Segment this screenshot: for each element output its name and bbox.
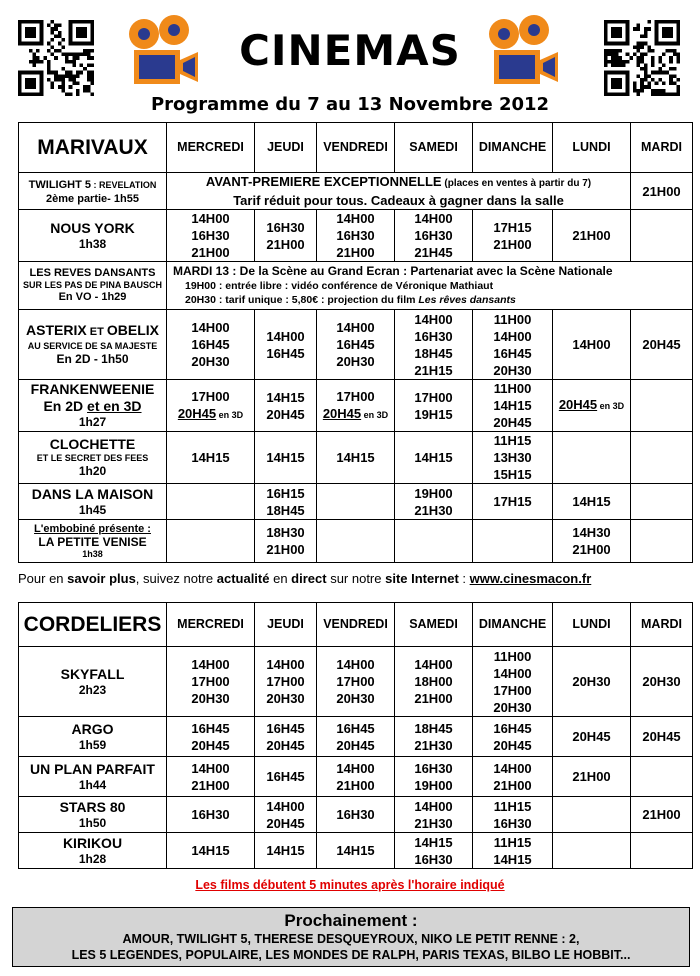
showtimes: 14H15 xyxy=(553,484,631,520)
table-row xyxy=(19,717,693,757)
table-row xyxy=(19,380,693,432)
showtimes: 14H00 18H00 21H00 xyxy=(395,647,473,717)
film-cell-kirikou: KIRIKOU 1h28 xyxy=(19,833,167,869)
showtimes: 11H00 14H15 20H45 xyxy=(473,380,553,432)
film-cell-asterix: ASTERIX ET OBELIX AU SERVICE DE SA MAJESTE En 2D - 1h50 xyxy=(19,310,167,380)
showtimes: 17H00 20H45 en 3D xyxy=(167,380,255,432)
showtimes: 21H00 xyxy=(631,797,693,833)
showtimes: 14H00 21H30 xyxy=(395,797,473,833)
showtimes-empty xyxy=(631,833,693,869)
day-header: LUNDI xyxy=(553,603,631,647)
table-row xyxy=(19,757,693,797)
showtimes: 14H30 21H00 xyxy=(553,520,631,563)
day-header: MERCREDI xyxy=(167,603,255,647)
table-row xyxy=(19,432,693,484)
programme-dates: Programme du 7 au 13 Novembre 2012 xyxy=(150,94,550,115)
cordeliers-schedule-table xyxy=(18,602,693,869)
showtimes: 20H45 en 3D xyxy=(553,380,631,432)
day-header: VENDREDI xyxy=(317,123,395,173)
showtimes: 14H15 xyxy=(167,432,255,484)
film-cell-frankenweenie: FRANKENWEENIE En 2D et en 3D 1h27 xyxy=(19,380,167,432)
showtimes: 16H45 20H45 xyxy=(255,717,317,757)
showtimes: 14H00 16H30 21H45 xyxy=(395,210,473,262)
day-header: LUNDI xyxy=(553,123,631,173)
showtimes: 17H00 20H45 en 3D xyxy=(317,380,395,432)
showtimes-empty xyxy=(553,797,631,833)
marivaux-schedule-table xyxy=(18,122,693,563)
film-cell-clochette: CLOCHETTE ET LE SECRET DES FEES 1h20 xyxy=(19,432,167,484)
showtimes: 16H45 20H45 xyxy=(317,717,395,757)
showtimes: 16H45 xyxy=(255,757,317,797)
showtimes-empty xyxy=(631,380,693,432)
showtimes: 14H15 xyxy=(395,432,473,484)
showtimes: 16H30 xyxy=(167,797,255,833)
movie-camera-icon-right xyxy=(482,10,564,92)
start-time-notice: Les films débutent 5 minutes après l'horaire indiqué xyxy=(195,878,505,892)
showtimes: 20H45 xyxy=(553,717,631,757)
film-cell-dans-la-maison: DANS LA MAISON 1h45 xyxy=(19,484,167,520)
film-cell-petite-venise: L'embobiné présente : LA PETITE VENISE 1h38 xyxy=(19,520,167,563)
film-cell-skyfall: SKYFALL 2h23 xyxy=(19,647,167,717)
table-row xyxy=(19,210,693,262)
showtimes: 16H30 21H00 xyxy=(255,210,317,262)
table-row xyxy=(19,262,693,310)
showtimes: 11H15 14H15 xyxy=(473,833,553,869)
showtimes: 16H30 19H00 xyxy=(395,757,473,797)
showtimes-empty xyxy=(631,432,693,484)
showtimes-empty xyxy=(631,210,693,262)
showtimes: 20H45 xyxy=(631,310,693,380)
coming-soon-line: AMOUR, TWILIGHT 5, THERESE DESQUEYROUX, NIKO LE PETIT RENNE : 2, xyxy=(122,932,580,946)
cinema-name-marivaux: MARIVAUX xyxy=(19,123,167,173)
table-row xyxy=(19,833,693,869)
day-header: JEUDI xyxy=(255,603,317,647)
film-cell-reves-dansants: LES REVES DANSANTS SUR LES PAS DE PINA BAUSCH En VO - 1h29 xyxy=(19,262,167,310)
avant-premiere-note: AVANT-PREMIERE EXCEPTIONNELLE (places en ventes à partir du 7) Tarif réduit pour tous. Cadeaux à gagner dans la salle xyxy=(167,173,631,210)
showtimes: 16H45 20H45 xyxy=(473,717,553,757)
table-row xyxy=(19,310,693,380)
showtimes: 14H00 17H00 20H30 xyxy=(255,647,317,717)
showtimes: 14H15 xyxy=(317,432,395,484)
film-cell-stars-80: STARS 80 1h50 xyxy=(19,797,167,833)
showtimes-empty xyxy=(317,484,395,520)
coming-soon-box xyxy=(12,907,690,967)
showtimes: 21H00 xyxy=(553,757,631,797)
table-row xyxy=(19,520,693,563)
showtimes: 19H00 21H30 xyxy=(395,484,473,520)
showtimes: 18H30 21H00 xyxy=(255,520,317,563)
showtimes: 14H00 16H30 18H45 21H15 xyxy=(395,310,473,380)
qr-code-right[interactable] xyxy=(604,20,680,96)
showtimes: 11H15 16H30 xyxy=(473,797,553,833)
event-note-mardi-13: MARDI 13 : De la Scène au Grand Ecran : Partenariat avec la Scène Nationale 19H00 : entrée libre : vidéo conférence de Véronique Mathiaut 20H30 : tarif unique : 5,80€ : projection du film Les rêves dansants xyxy=(167,262,693,310)
showtimes: 14H15 xyxy=(255,432,317,484)
cinema-name-cordeliers: CORDELIERS xyxy=(19,603,167,647)
showtimes: 16H45 20H45 xyxy=(167,717,255,757)
showtimes-empty xyxy=(473,520,553,563)
showtimes: 14H00 xyxy=(553,310,631,380)
showtimes: 14H15 xyxy=(167,833,255,869)
table-row xyxy=(19,484,693,520)
day-header: MARDI xyxy=(631,603,693,647)
showtimes: 20H45 xyxy=(631,717,693,757)
showtimes-empty xyxy=(631,520,693,563)
showtimes: 14H00 16H30 21H00 xyxy=(317,210,395,262)
showtimes: 14H00 16H30 21H00 xyxy=(167,210,255,262)
showtimes: 17H00 19H15 xyxy=(395,380,473,432)
film-cell-un-plan-parfait: UN PLAN PARFAIT 1h44 xyxy=(19,757,167,797)
showtimes-empty xyxy=(395,520,473,563)
showtimes-empty xyxy=(631,484,693,520)
showtimes: 16H15 18H45 xyxy=(255,484,317,520)
showtimes-empty xyxy=(167,484,255,520)
showtimes: 17H15 xyxy=(473,484,553,520)
showtimes-empty xyxy=(553,833,631,869)
header xyxy=(0,0,700,120)
showtimes: 11H00 14H00 17H00 20H30 xyxy=(473,647,553,717)
showtimes: 21H00 xyxy=(631,173,693,210)
day-header: DIMANCHE xyxy=(473,123,553,173)
showtimes-empty xyxy=(167,520,255,563)
showtimes: 14H15 xyxy=(255,833,317,869)
coming-soon-heading: Prochainement : xyxy=(284,911,418,930)
day-header: MARDI xyxy=(631,123,693,173)
showtimes: 20H30 xyxy=(631,647,693,717)
showtimes: 20H30 xyxy=(553,647,631,717)
showtimes: 14H00 16H45 20H30 xyxy=(317,310,395,380)
showtimes-empty xyxy=(553,432,631,484)
info-line: Pour en savoir plus, suivez notre actualité en direct sur notre site Internet : www.cinesmacon.fr xyxy=(18,571,592,586)
showtimes: 17H15 21H00 xyxy=(473,210,553,262)
showtimes: 14H00 20H45 xyxy=(255,797,317,833)
film-title: TWILIGHT 5 xyxy=(28,178,91,191)
day-header: VENDREDI xyxy=(317,603,395,647)
showtimes: 14H00 17H00 20H30 xyxy=(317,647,395,717)
showtimes: 14H00 21H00 xyxy=(167,757,255,797)
day-header: SAMEDI xyxy=(395,603,473,647)
film-cell-twilight: TWILIGHT 5 : REVELATION 2ème partie- 1h55 xyxy=(19,173,167,210)
showtimes-empty xyxy=(631,757,693,797)
coming-soon-line: LES 5 LEGENDES, POPULAIRE, LES MONDES DE RALPH, PARIS TEXAS, BILBO LE HOBBIT... xyxy=(71,948,631,962)
page-title: CINEMAS xyxy=(239,26,461,75)
showtimes: 14H00 16H45 20H30 xyxy=(167,310,255,380)
showtimes: 14H15 xyxy=(317,833,395,869)
showtimes: 14H00 17H00 20H30 xyxy=(167,647,255,717)
showtimes: 11H00 14H00 16H45 20H30 xyxy=(473,310,553,380)
day-header: SAMEDI xyxy=(395,123,473,173)
showtimes: 16H30 xyxy=(317,797,395,833)
showtimes: 18H45 21H30 xyxy=(395,717,473,757)
showtimes: 14H15 16H30 xyxy=(395,833,473,869)
film-cell-argo: ARGO 1h59 xyxy=(19,717,167,757)
day-header: JEUDI xyxy=(255,123,317,173)
showtimes: 14H00 21H00 xyxy=(473,757,553,797)
table-row xyxy=(19,647,693,717)
table-row xyxy=(19,173,693,210)
showtimes: 14H15 20H45 xyxy=(255,380,317,432)
showtimes: 21H00 xyxy=(553,210,631,262)
film-cell-nous-york: NOUS YORK 1h38 xyxy=(19,210,167,262)
table-row xyxy=(19,797,693,833)
movie-camera-icon-left xyxy=(122,10,204,92)
showtimes: 14H00 16H45 xyxy=(255,310,317,380)
showtimes: 11H15 13H30 15H15 xyxy=(473,432,553,484)
qr-code-left[interactable] xyxy=(18,20,94,96)
showtimes-empty xyxy=(317,520,395,563)
showtimes: 14H00 21H00 xyxy=(317,757,395,797)
website-link[interactable]: www.cinesmacon.fr xyxy=(469,571,592,586)
day-header: MERCREDI xyxy=(167,123,255,173)
day-header: DIMANCHE xyxy=(473,603,553,647)
